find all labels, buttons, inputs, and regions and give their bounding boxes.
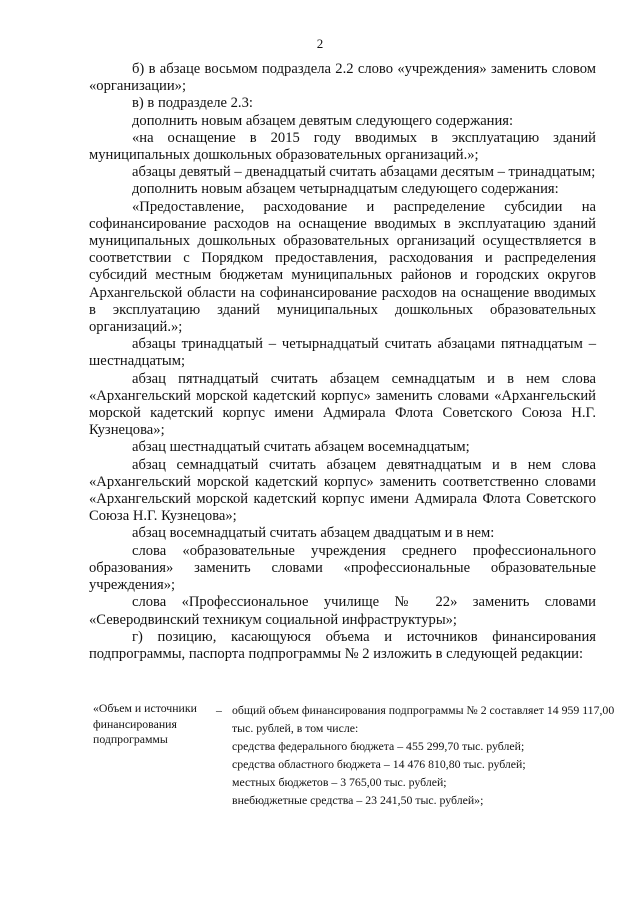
- paragraph: б) в абзаце восьмом подраздела 2.2 слово «учреждения» заменить словом «организации»;: [89, 61, 596, 95]
- paragraph: абзац шестнадцатый считать абзацем восемнадцатым;: [132, 439, 470, 456]
- paragraph: абзацы девятый – двенадцатый считать абзацами десятым – тринадцатым;: [132, 164, 596, 181]
- paragraph: «Предоставление, расходование и распределение субсидии на софинансирование расходов на оснащение вводимых в эксплуатацию зданий муниципальных дошкольных образовательных организаций осуществляется в соответствии с Порядком предоставления, расходования и распределения субсидий местным бюджетам муниципальных районов и городских округов Архангельской области на софинансирование расходов на оснащение вводимых в эксплуатацию зданий муниципальных дошкольных образовательных организаций.»;: [89, 198, 596, 336]
- paragraph: дополнить новым абзацем четырнадцатым следующего содержания:: [132, 181, 559, 198]
- passport-value: общий объем финансирования подпрограммы № 2 составляет 14 959 117,00 тыс. рублей, в том числе:: [232, 703, 615, 735]
- passport-value: местных бюджетов – 3 765,00 тыс. рублей;: [232, 775, 447, 789]
- passport-dash: –: [216, 703, 222, 717]
- passport-value: внебюджетные средства – 23 241,50 тыс. рублей»;: [232, 793, 484, 807]
- passport-values: [232, 701, 617, 809]
- paragraph: в) в подразделе 2.3:: [132, 95, 253, 112]
- paragraph: абзац семнадцатый считать абзацем девятнадцатым и в нем слова «Архангельский морской кадетский корпус» заменить соответственно словами «Архангельский морской кадетский корпус имени Адмирала Флота Советского Союза Н.Г. Кузнецова»;: [89, 456, 596, 525]
- paragraph: слова «образовательные учреждения среднего профессионального образования» заменить словами «профессиональные образовательные учреждения»;: [89, 542, 596, 594]
- document-body: [89, 61, 596, 663]
- paragraph: «на оснащение в 2015 году вводимых в эксплуатацию зданий муниципальных дошкольных образовательных организаций.»;: [89, 129, 596, 164]
- passport-value: средства областного бюджета – 14 476 810,80 тыс. рублей;: [232, 757, 526, 771]
- passport-label: «Объем и источники финансирования подпрограммы: [93, 701, 197, 746]
- paragraph: абзацы тринадцатый – четырнадцатый считать абзацами пятнадцатым – шестнадцатым;: [89, 336, 596, 370]
- passport-value: средства федерального бюджета – 455 299,70 тыс. рублей;: [232, 739, 525, 753]
- paragraph: абзац пятнадцатый считать абзацем семнадцатым и в нем слова «Архангельский морской кадетский корпус» заменить словами «Архангельский морской кадетский корпус имени Адмирала Флота Советского Союза Н.Г. Кузнецова»;: [89, 370, 596, 439]
- paragraph: абзац восемнадцатый считать абзацем двадцатым и в нем:: [132, 525, 495, 542]
- paragraph: дополнить новым абзацем девятым следующего содержания:: [132, 112, 514, 129]
- paragraph: слова «Профессиональное училище № 22» заменить словами «Северодвинский техникум социальной инфраструктуры»;: [89, 594, 596, 628]
- paragraph: г) позицию, касающуюся объема и источников финансирования подпрограммы, паспорта подпрограммы № 2 изложить в следующей редакции:: [89, 628, 596, 662]
- page-number: 2: [316, 36, 324, 51]
